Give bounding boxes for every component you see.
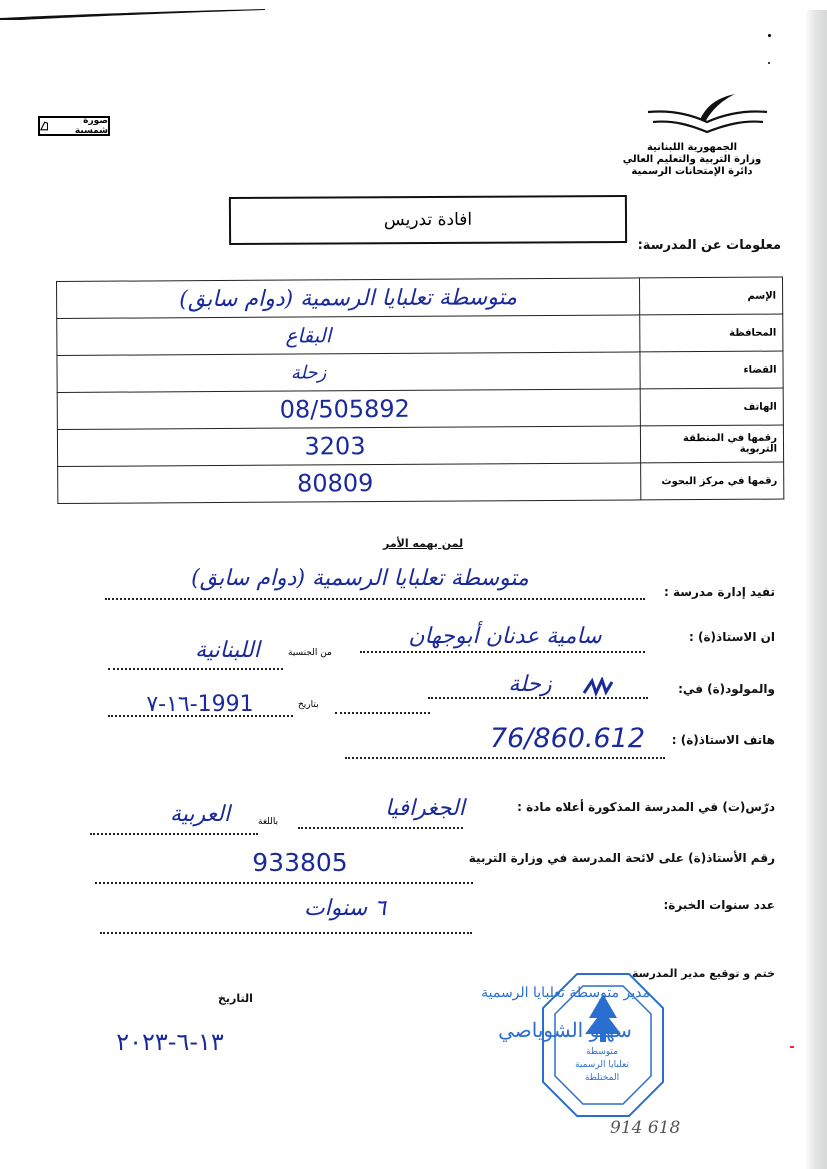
research-center-number-value: 80809 [296, 469, 374, 498]
teacher-phone-value: 76/860.612 [489, 723, 646, 754]
table-cell-label: القضاء [640, 351, 783, 389]
speck [768, 34, 771, 37]
table-cell-value [57, 278, 640, 319]
experience-label: عدد سنوات الخبرة: [663, 898, 775, 912]
taught-label: درّس(ت) في المدرسة المذكورة أعلاه مادة : [517, 800, 775, 814]
fill-line [360, 651, 645, 653]
ink-mark [790, 1046, 794, 1048]
table-cell-value [57, 315, 640, 356]
stamp-inner-text [567, 1046, 637, 1085]
born-label: والمولود(ة) في: [678, 682, 775, 696]
fill-line [95, 882, 473, 884]
school-info-heading: معلومات عن المدرسة: [637, 238, 781, 253]
fill-line [108, 668, 283, 670]
stamp-inner-line: متوسطة [586, 1047, 618, 1057]
nationality-value: اللبنانية [195, 638, 260, 663]
table-row [57, 277, 783, 318]
school-name-value: متوسطة تعلبايا الرسمية (دوام سابق) [179, 284, 518, 312]
photo-placeholder-label [38, 116, 110, 136]
table-row [57, 425, 783, 466]
fill-line [100, 932, 472, 934]
teacher-phone-label: هاتف الاستاذ(ة) : [671, 733, 775, 747]
registry-label: رقم الأستاذ(ة) على لائحة المدرسة في وزارة التربية [468, 851, 775, 865]
photo-label-text: صورة شمسية [74, 116, 108, 136]
speck [768, 62, 770, 64]
table-cell-label: الإسم [639, 277, 782, 315]
ministry-line: دائرة الإمتحانات الرسمية [631, 166, 753, 177]
language-value: العربية [169, 802, 231, 827]
table-row [57, 314, 783, 355]
fill-line [298, 827, 463, 829]
ministry-logo-icon [645, 92, 770, 142]
governorate-value: البقاع [285, 323, 332, 348]
footer-date-value: ١٣-٦-٢٠٢٣ [116, 1028, 224, 1056]
table-cell-label: رقمها في مركز البحوث [641, 462, 784, 500]
table-row [58, 462, 784, 503]
scribble-mark [582, 677, 616, 697]
principal-signature-label: ختم و توقيع مدير المدرسة [631, 967, 775, 980]
stamp-top-text: مدير متوسطة تعلبايا الرسمية [481, 985, 650, 1001]
birthdate-value: ١٦-٧-1991 [146, 692, 254, 717]
school-info-table [56, 277, 784, 504]
nationality-label: من الجنسية [288, 648, 332, 658]
table-cell-value [57, 389, 640, 430]
stamp-inner-line: المختلطة [584, 1073, 620, 1083]
regional-number-value: 3203 [304, 432, 366, 461]
ministry-line: وزارة التربية والتعليم العالي [622, 154, 762, 165]
table-row [57, 351, 783, 392]
school-admin-label: تفيد إدارة مدرسة : [663, 585, 775, 599]
page-edge-shadow [805, 10, 827, 1169]
stamp-inner-line: تعلبايا الرسمية [575, 1060, 629, 1070]
fill-line [345, 757, 665, 759]
fill-line [428, 697, 648, 699]
footer-date-label: التاريخ [218, 992, 253, 1005]
ministry-line: الجمهورية اللبنانية [646, 142, 738, 153]
district-value: زحلة [290, 361, 327, 384]
table-cell-value [58, 463, 641, 504]
ministry-header [612, 142, 772, 178]
teacher-label: ان الاستاذ(ة) : [689, 630, 775, 644]
table-cell-value [57, 352, 640, 393]
birthplace-value: زحلة [508, 672, 552, 697]
language-label: باللغة [258, 817, 279, 827]
photo-icon [40, 121, 48, 131]
registry-value: 933805 [252, 848, 348, 877]
scan-edge-stroke [0, 8, 265, 20]
subject-value: الجغرافيا [385, 796, 465, 821]
table-cell-value [57, 426, 640, 467]
fill-line [335, 712, 430, 714]
date-label: بتاريخ [298, 700, 319, 710]
table-row [57, 388, 783, 429]
school-phone-value: 08/505892 [279, 394, 410, 424]
experience-value: ٦ سنوات [303, 896, 387, 921]
fill-line [105, 598, 645, 600]
to-whom-it-may-concern: لمن يهمه الأمر [383, 537, 464, 550]
table-cell-label: المحافظة [640, 314, 783, 352]
document-title-box [229, 195, 627, 245]
table-cell-label: الهاتف [640, 388, 783, 426]
margin-note: 914 618 [610, 1118, 681, 1138]
school-admin-value: متوسطة تعلبايا الرسمية (دوام سابق) [191, 566, 529, 591]
table-cell-label: رقمها في المنطقة التربوية [640, 425, 783, 463]
fill-line [90, 833, 258, 835]
stamp-name: سهيو الشوياصي [498, 1018, 632, 1042]
document-title: افادة تدريس [383, 209, 473, 231]
teacher-name-value: سامية عدنان أبوجهان [408, 624, 602, 649]
